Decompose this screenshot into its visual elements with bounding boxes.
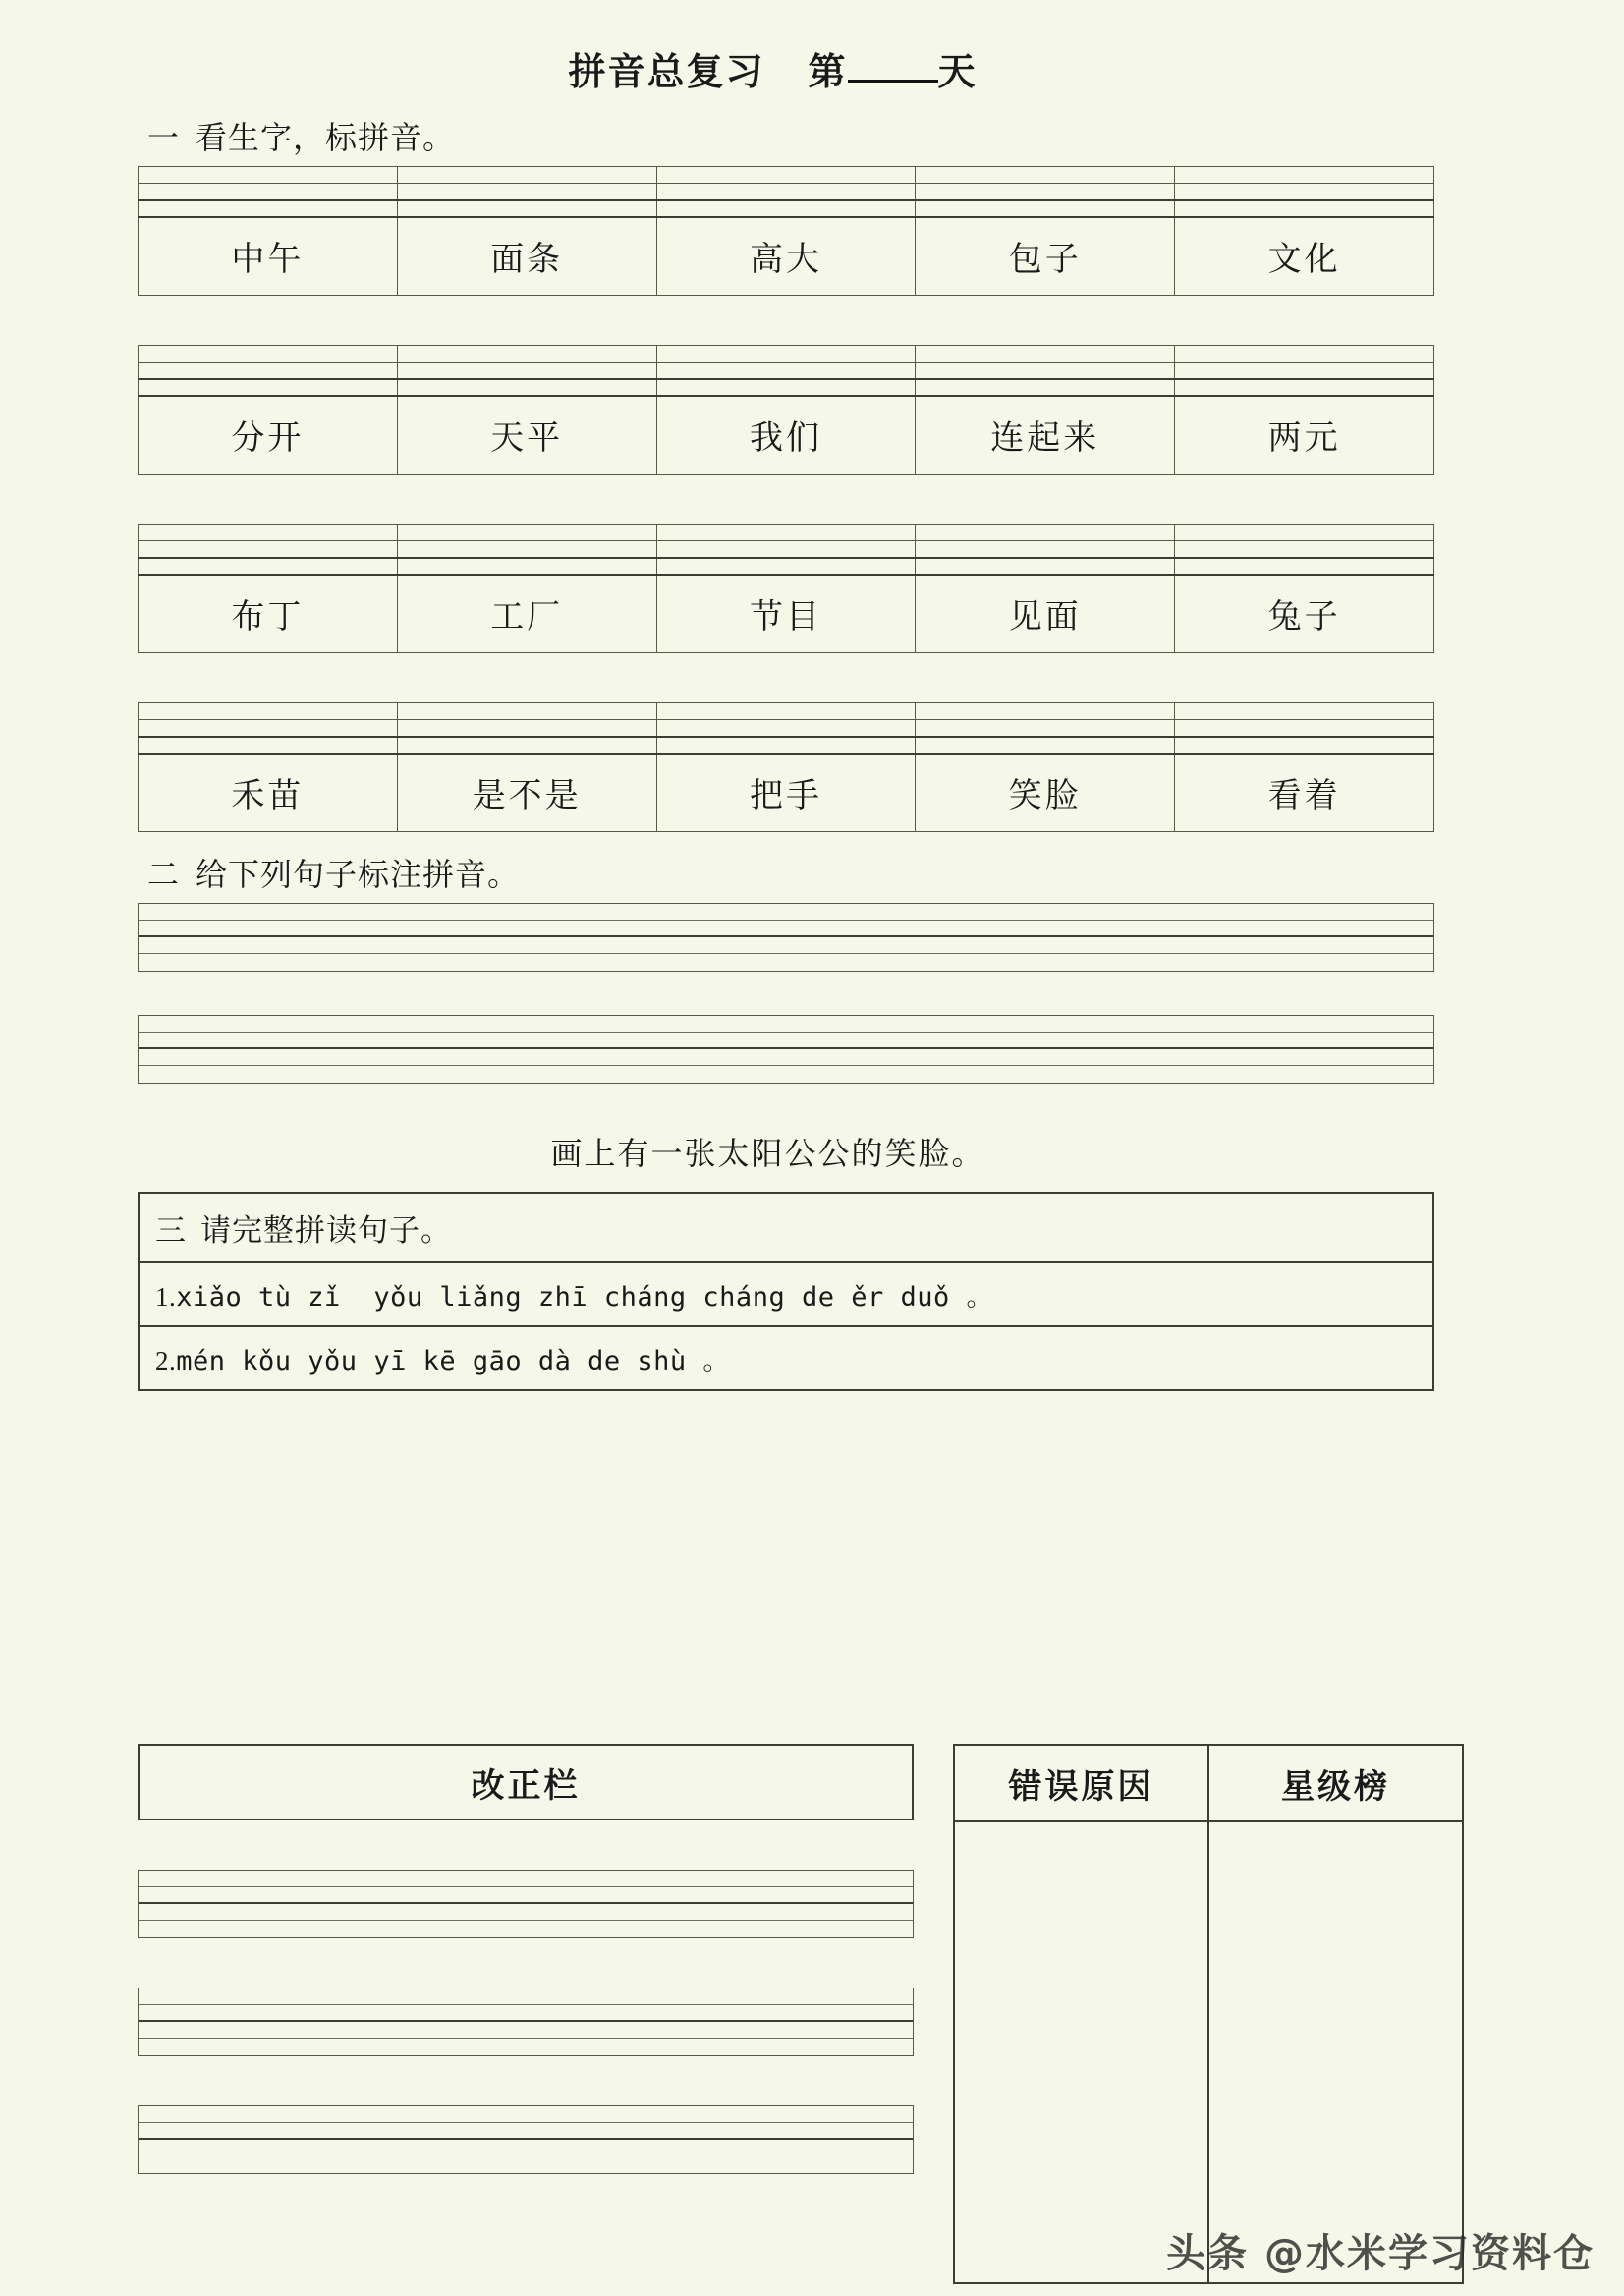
star-cell[interactable]: [1208, 1821, 1463, 2283]
pinyin-cell[interactable]: [397, 541, 656, 558]
title-day-label: 第: [808, 52, 848, 93]
writing-line[interactable]: [139, 921, 1433, 937]
page-title-main: 拼音总复习: [568, 52, 765, 93]
pinyin-cell[interactable]: [397, 379, 656, 396]
correction-title: 改正栏: [138, 1744, 914, 1820]
word-table-2: [138, 345, 1434, 475]
word-cell: 面条: [397, 217, 656, 296]
writing-block-1[interactable]: [138, 903, 1434, 972]
pinyin-cell[interactable]: [656, 184, 916, 200]
word-cell: 把手: [656, 754, 916, 832]
pinyin-line-row[interactable]: [139, 167, 1434, 184]
section-one-number: 一: [147, 120, 181, 155]
pinyin-line-row[interactable]: [139, 541, 1434, 558]
pinyin-cell[interactable]: [139, 200, 398, 217]
correction-blocks: [138, 1870, 914, 2174]
pinyin-cell[interactable]: [397, 737, 656, 754]
pinyin-cell[interactable]: [397, 703, 656, 720]
pinyin-cell[interactable]: [916, 346, 1175, 363]
pinyin-line-row[interactable]: [139, 379, 1434, 396]
pinyin-line-row[interactable]: [139, 558, 1434, 575]
section-three-box: [138, 1192, 1434, 1391]
word-cell: 两元: [1175, 396, 1434, 475]
pinyin-line-row[interactable]: [139, 184, 1434, 200]
pinyin-cell[interactable]: [916, 167, 1175, 184]
word-cell: 中午: [139, 217, 398, 296]
word-table-3: [138, 524, 1434, 653]
writing-line[interactable]: [139, 1016, 1433, 1033]
word-cell: 文化: [1175, 217, 1434, 296]
pinyin-cell[interactable]: [139, 363, 398, 379]
writing-line[interactable]: [139, 2106, 913, 2123]
writing-line[interactable]: [139, 937, 1433, 954]
pinyin-line-row[interactable]: [139, 525, 1434, 541]
pinyin-cell[interactable]: [656, 379, 916, 396]
pinyin-sentence-text: xiǎo tù zǐ yǒu liǎng zhī cháng cháng de ěr duǒ 。: [176, 1282, 994, 1313]
correction-writing-block[interactable]: [138, 1870, 914, 1938]
page-title: [0, 0, 1624, 95]
word-cell: 我们: [656, 396, 916, 475]
writing-line[interactable]: [139, 1988, 913, 2005]
pinyin-cell[interactable]: [397, 525, 656, 541]
spacer: [0, 475, 1624, 524]
pinyin-cell[interactable]: [139, 525, 398, 541]
pinyin-cell[interactable]: [656, 558, 916, 575]
pinyin-cell[interactable]: [916, 703, 1175, 720]
pinyin-cell[interactable]: [1175, 558, 1434, 575]
pinyin-line-row[interactable]: [139, 737, 1434, 754]
section-three-heading: [140, 1194, 1432, 1263]
pinyin-cell[interactable]: [397, 558, 656, 575]
writing-line[interactable]: [139, 1904, 913, 1921]
word-table-1: [138, 166, 1434, 296]
pinyin-cell[interactable]: [656, 720, 916, 737]
pinyin-cell[interactable]: [656, 737, 916, 754]
word-cell: 分开: [139, 396, 398, 475]
pinyin-cell[interactable]: [916, 184, 1175, 200]
table-row: [139, 396, 1434, 475]
pinyin-cell[interactable]: [916, 720, 1175, 737]
pinyin-cell[interactable]: [916, 737, 1175, 754]
pinyin-cell[interactable]: [139, 346, 398, 363]
pinyin-cell[interactable]: [1175, 541, 1434, 558]
writing-line[interactable]: [139, 1049, 1433, 1066]
pinyin-cell[interactable]: [656, 200, 916, 217]
writing-line[interactable]: [139, 2123, 913, 2140]
spacer: [0, 296, 1624, 345]
pinyin-cell[interactable]: [1175, 720, 1434, 737]
pinyin-cell[interactable]: [139, 379, 398, 396]
example-sentence: 画上有一张太阳公公的笑脸。: [550, 1136, 985, 1171]
word-cell: 连起来: [916, 396, 1175, 475]
bottom-area: [138, 1744, 1488, 2284]
pinyin-cell[interactable]: [916, 200, 1175, 217]
reason-star-table: [953, 1744, 1464, 2284]
pinyin-index: 1.: [155, 1282, 177, 1312]
pinyin-cell[interactable]: [1175, 200, 1434, 217]
reason-cell[interactable]: [954, 1821, 1208, 2283]
word-cell: 见面: [916, 575, 1175, 653]
word-table-4: [138, 702, 1434, 832]
pinyin-cell[interactable]: [139, 720, 398, 737]
section-two-text: 给下列句子标注拼音。: [196, 857, 521, 892]
table-row: [139, 754, 1434, 832]
watermark: 头条 @水米学习资料仓: [1166, 2231, 1595, 2276]
pinyin-cell[interactable]: [1175, 703, 1434, 720]
star-header: 星级榜: [1208, 1745, 1463, 1821]
writing-line[interactable]: [139, 2022, 913, 2039]
pinyin-cell[interactable]: [397, 167, 656, 184]
pinyin-cell[interactable]: [139, 737, 398, 754]
section-three-number: 三: [155, 1213, 187, 1248]
pinyin-cell[interactable]: [1175, 346, 1434, 363]
word-cell: 节目: [656, 575, 916, 653]
pinyin-cell[interactable]: [1175, 363, 1434, 379]
word-cell: 高大: [656, 217, 916, 296]
pinyin-cell[interactable]: [1175, 167, 1434, 184]
pinyin-line-row[interactable]: [139, 363, 1434, 379]
pinyin-line-row[interactable]: [139, 346, 1434, 363]
pinyin-cell[interactable]: [656, 703, 916, 720]
pinyin-cell[interactable]: [916, 379, 1175, 396]
pinyin-cell[interactable]: [1175, 379, 1434, 396]
pinyin-cell[interactable]: [916, 363, 1175, 379]
spacer: [0, 653, 1624, 702]
word-cell: 天平: [397, 396, 656, 475]
writing-block-2[interactable]: [138, 1015, 1434, 1084]
pinyin-cell[interactable]: [397, 200, 656, 217]
pinyin-line-row[interactable]: [139, 703, 1434, 720]
pinyin-sentence-text: mén kǒu yǒu yī kē gāo dà de shù 。: [176, 1346, 730, 1376]
section-two-number: 二: [147, 857, 181, 892]
pinyin-cell[interactable]: [139, 558, 398, 575]
pinyin-cell[interactable]: [916, 525, 1175, 541]
pinyin-cell[interactable]: [916, 541, 1175, 558]
word-cell: 禾苗: [139, 754, 398, 832]
pinyin-cell[interactable]: [139, 703, 398, 720]
pinyin-cell[interactable]: [1175, 525, 1434, 541]
word-cell: 看着: [1175, 754, 1434, 832]
writing-line[interactable]: [139, 1871, 913, 1887]
writing-line[interactable]: [139, 1066, 1433, 1083]
writing-line[interactable]: [139, 1033, 1433, 1049]
writing-line[interactable]: [139, 904, 1433, 921]
section-two-heading: [147, 850, 1624, 895]
section-one-text: 看生字，标拼音。: [196, 120, 456, 155]
spacer: [0, 972, 1624, 1015]
section-three-text: 请完整拼读句子。: [200, 1213, 452, 1248]
writing-line[interactable]: [139, 954, 1433, 971]
pinyin-sentence-row: [140, 1327, 1432, 1389]
writing-line[interactable]: [139, 1921, 913, 1937]
table-row: [954, 1821, 1463, 2283]
pinyin-cell[interactable]: [916, 558, 1175, 575]
title-day-suffix: 天: [937, 52, 978, 93]
pinyin-cell[interactable]: [656, 346, 916, 363]
correction-column: [138, 1744, 914, 2284]
word-cell: 布丁: [139, 575, 398, 653]
writing-line[interactable]: [139, 1887, 913, 1904]
correction-writing-block[interactable]: [138, 2105, 914, 2174]
pinyin-cell[interactable]: [139, 167, 398, 184]
pinyin-cell[interactable]: [656, 167, 916, 184]
word-cell: 是不是: [397, 754, 656, 832]
word-cell: 笑脸: [916, 754, 1175, 832]
pinyin-cell[interactable]: [397, 346, 656, 363]
pinyin-cell[interactable]: [656, 541, 916, 558]
pinyin-cell[interactable]: [656, 363, 916, 379]
reason-header: 错误原因: [954, 1745, 1208, 1821]
pinyin-cell[interactable]: [1175, 184, 1434, 200]
pinyin-sentence-row: [140, 1263, 1432, 1327]
pinyin-cell[interactable]: [1175, 737, 1434, 754]
table-row: [139, 217, 1434, 296]
writing-line[interactable]: [139, 2039, 913, 2055]
table-header-row: [954, 1745, 1463, 1821]
correction-writing-block[interactable]: [138, 1988, 914, 2056]
word-cell: 兔子: [1175, 575, 1434, 653]
writing-line[interactable]: [139, 2005, 913, 2022]
writing-line[interactable]: [139, 2140, 913, 2156]
pinyin-line-row[interactable]: [139, 200, 1434, 217]
table-row: [139, 575, 1434, 653]
word-cell: 包子: [916, 217, 1175, 296]
title-day-blank[interactable]: [848, 80, 938, 83]
pinyin-cell[interactable]: [397, 184, 656, 200]
pinyin-index: 2.: [155, 1346, 177, 1375]
word-cell: 工厂: [397, 575, 656, 653]
pinyin-cell[interactable]: [139, 184, 398, 200]
pinyin-cell[interactable]: [656, 525, 916, 541]
pinyin-cell[interactable]: [139, 541, 398, 558]
writing-line[interactable]: [139, 2156, 913, 2173]
section-one-heading: [147, 113, 1624, 158]
pinyin-cell[interactable]: [397, 363, 656, 379]
pinyin-line-row[interactable]: [139, 720, 1434, 737]
pinyin-cell[interactable]: [397, 720, 656, 737]
